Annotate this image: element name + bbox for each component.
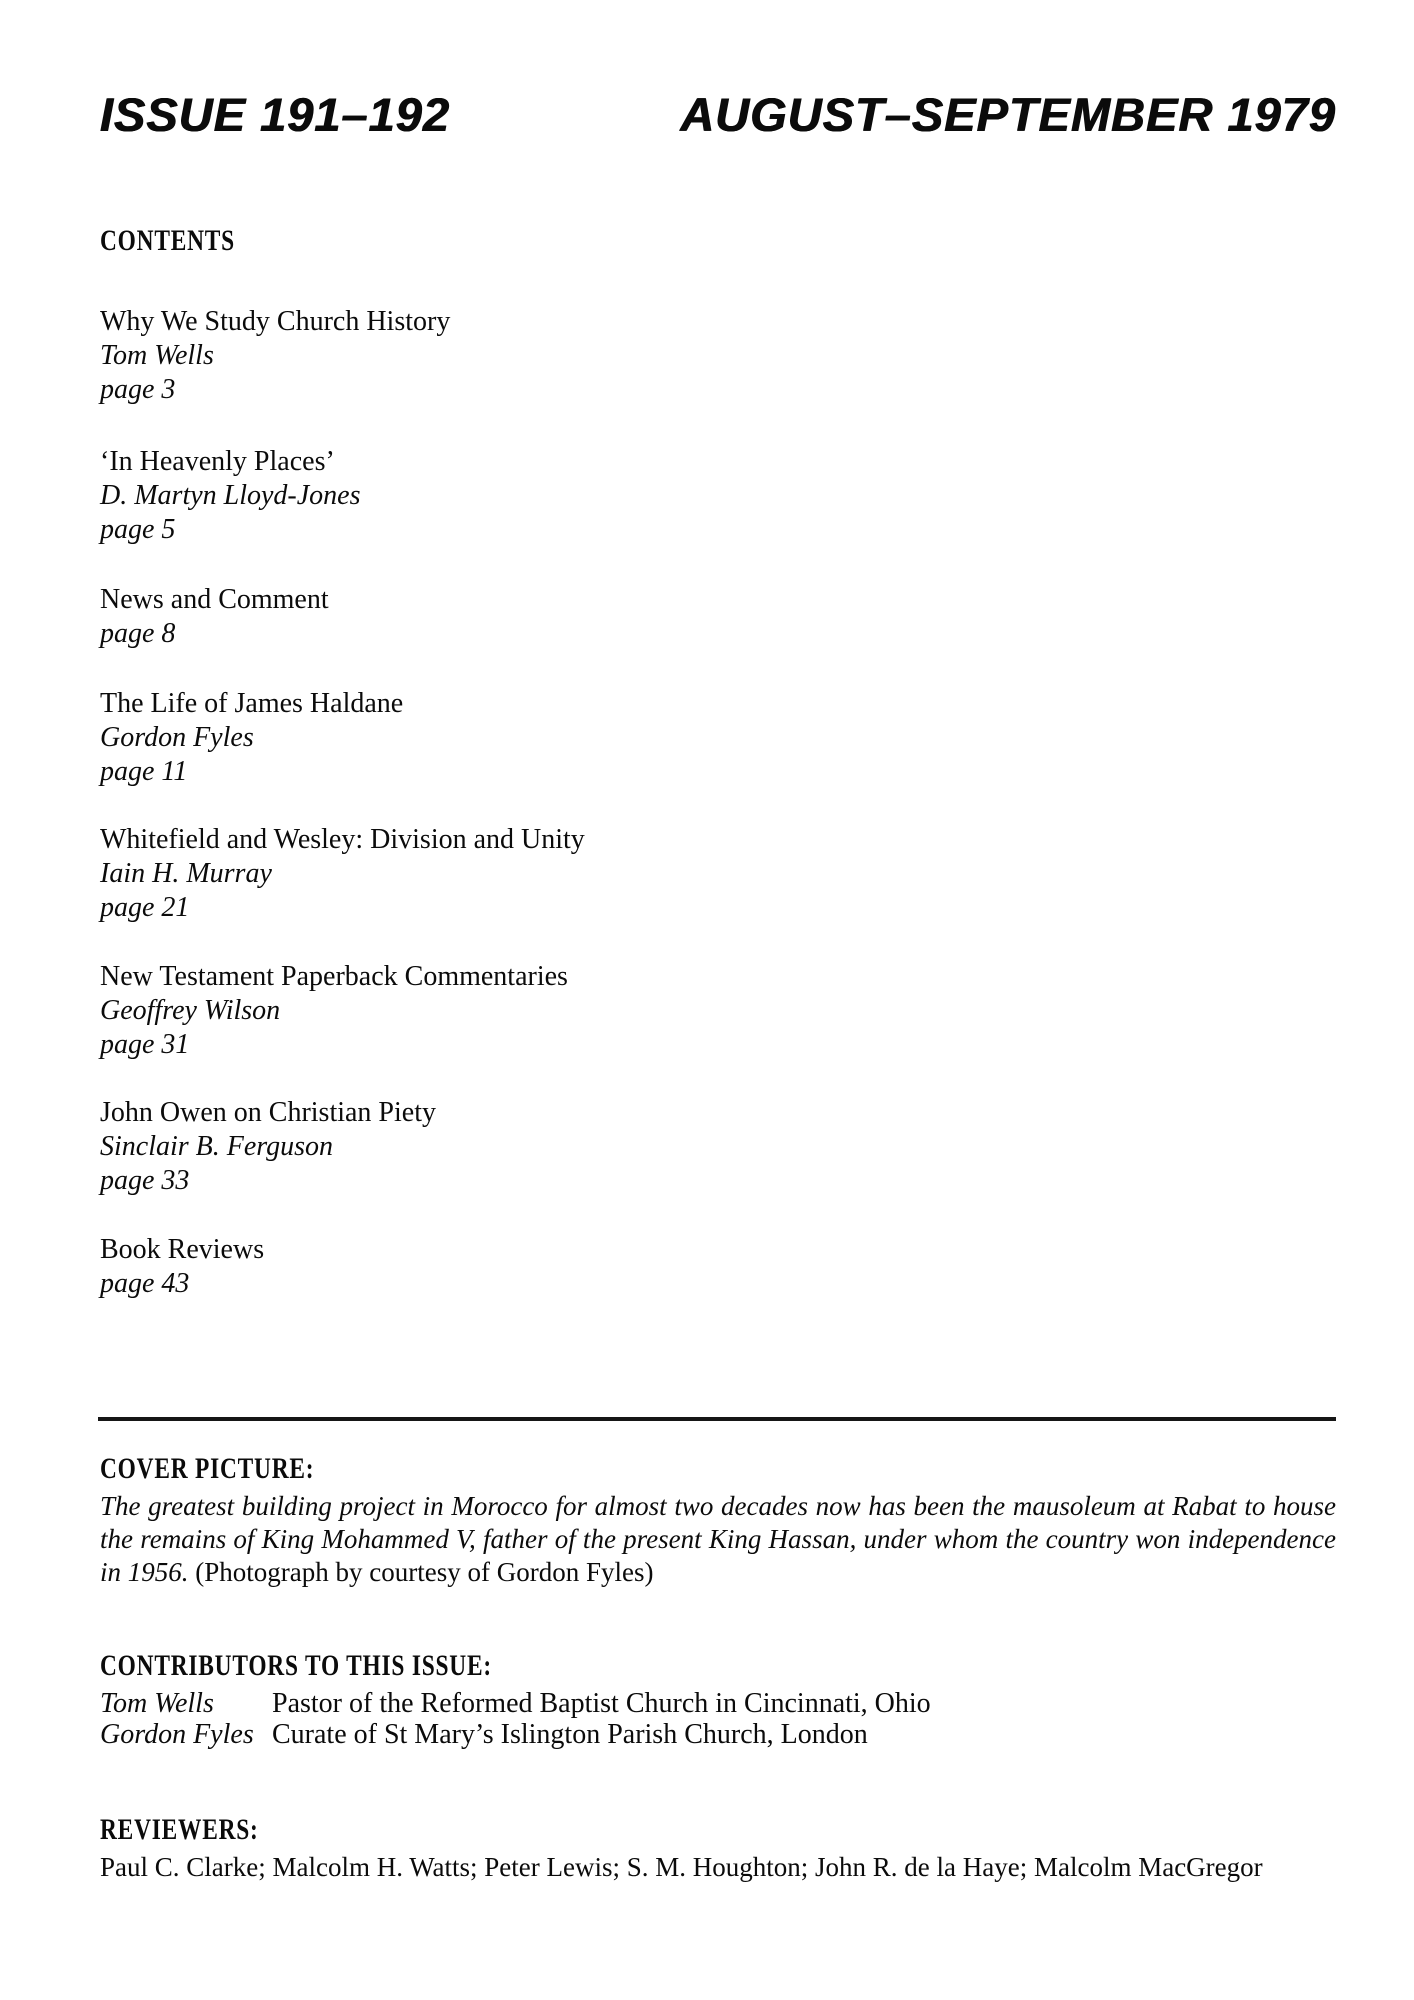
reviewers-names: Paul C. Clarke; Malcolm H. Watts; Peter Lewis; S. M. Houghton; John R. de la Haye; Malcolm MacGregor — [100, 1852, 1263, 1882]
toc-entry-title: The Life of James Haldane — [100, 688, 404, 719]
cover-caption-italic-text: The greatest building project in Morocco for almost two decades now has been the mausoleum at Rabat to house the remains of King Mohammed V, father of the present King Hassan, under whom the country won independence in 1956. — [100, 1491, 1336, 1587]
toc-entry-title: Whitefield and Wesley: Division and Unity — [100, 824, 585, 855]
issue-number: ISSUE 191–192 — [100, 88, 451, 141]
toc-entry-page: page 8 — [100, 618, 176, 649]
toc-entry-title: Book Reviews — [100, 1234, 265, 1265]
toc-entry-author: Sinclair B. Ferguson — [100, 1131, 334, 1162]
toc-entry-author: Gordon Fyles — [100, 722, 254, 753]
masthead — [100, 88, 1336, 141]
contents-heading: CONTENTS — [100, 224, 235, 257]
toc-entry — [100, 445, 361, 547]
toc-entry-page: page 3 — [100, 374, 176, 405]
toc-entry — [100, 823, 585, 925]
toc-entry — [100, 305, 450, 407]
toc-entry-title: News and Comment — [100, 584, 329, 615]
contributor-description: Pastor of the Reformed Baptist Church in Cincinnati, Ohio — [272, 1688, 931, 1719]
toc-entry-title: John Owen on Christian Piety — [100, 1097, 436, 1128]
toc-entry-title: New Testament Paperback Commentaries — [100, 961, 568, 992]
issue-date: AUGUST–SEPTEMBER 1979 — [680, 88, 1336, 141]
toc-entry — [100, 687, 403, 789]
toc-entry-title: Why We Study Church History — [100, 306, 451, 337]
toc-entry-author: D. Martyn Lloyd-Jones — [100, 480, 361, 511]
contributor-name: Gordon Fyles — [100, 1719, 254, 1750]
toc-entry-author: Geoffrey Wilson — [100, 995, 281, 1026]
toc-entry-page: page 31 — [100, 1029, 190, 1060]
toc-entry-page: page 11 — [100, 756, 188, 787]
toc-entry-page: page 33 — [100, 1165, 190, 1196]
contributor-name: Tom Wells — [100, 1688, 214, 1719]
toc-entry-author: Tom Wells — [100, 340, 214, 371]
toc-entry-page: page 5 — [100, 514, 176, 545]
cover-picture-caption — [100, 1490, 1336, 1589]
contributor-description: Curate of St Mary’s Islington Parish Church, London — [272, 1719, 868, 1750]
toc-entry-author: Iain H. Murray — [100, 858, 272, 889]
cover-picture-heading: COVER PICTURE: — [100, 1452, 315, 1485]
toc-entry-page: page 21 — [100, 892, 190, 923]
toc-entry-page: page 43 — [100, 1268, 190, 1299]
reviewers-heading: REVIEWERS: — [100, 1813, 259, 1846]
toc-entry — [100, 1096, 436, 1198]
contributors-heading: CONTRIBUTORS TO THIS ISSUE: — [100, 1649, 492, 1682]
cover-caption-regular-text: (Photograph by courtesy of Gordon Fyles) — [188, 1557, 654, 1587]
horizontal-divider — [98, 1417, 1336, 1421]
toc-entry — [100, 1233, 264, 1301]
toc-entry — [100, 583, 329, 651]
toc-entry-title: ‘In Heavenly Places’ — [100, 446, 335, 477]
contributors-list — [100, 1688, 1336, 1750]
toc-entry — [100, 960, 568, 1062]
contributor-row — [100, 1688, 1336, 1719]
contributor-row — [100, 1719, 1336, 1750]
